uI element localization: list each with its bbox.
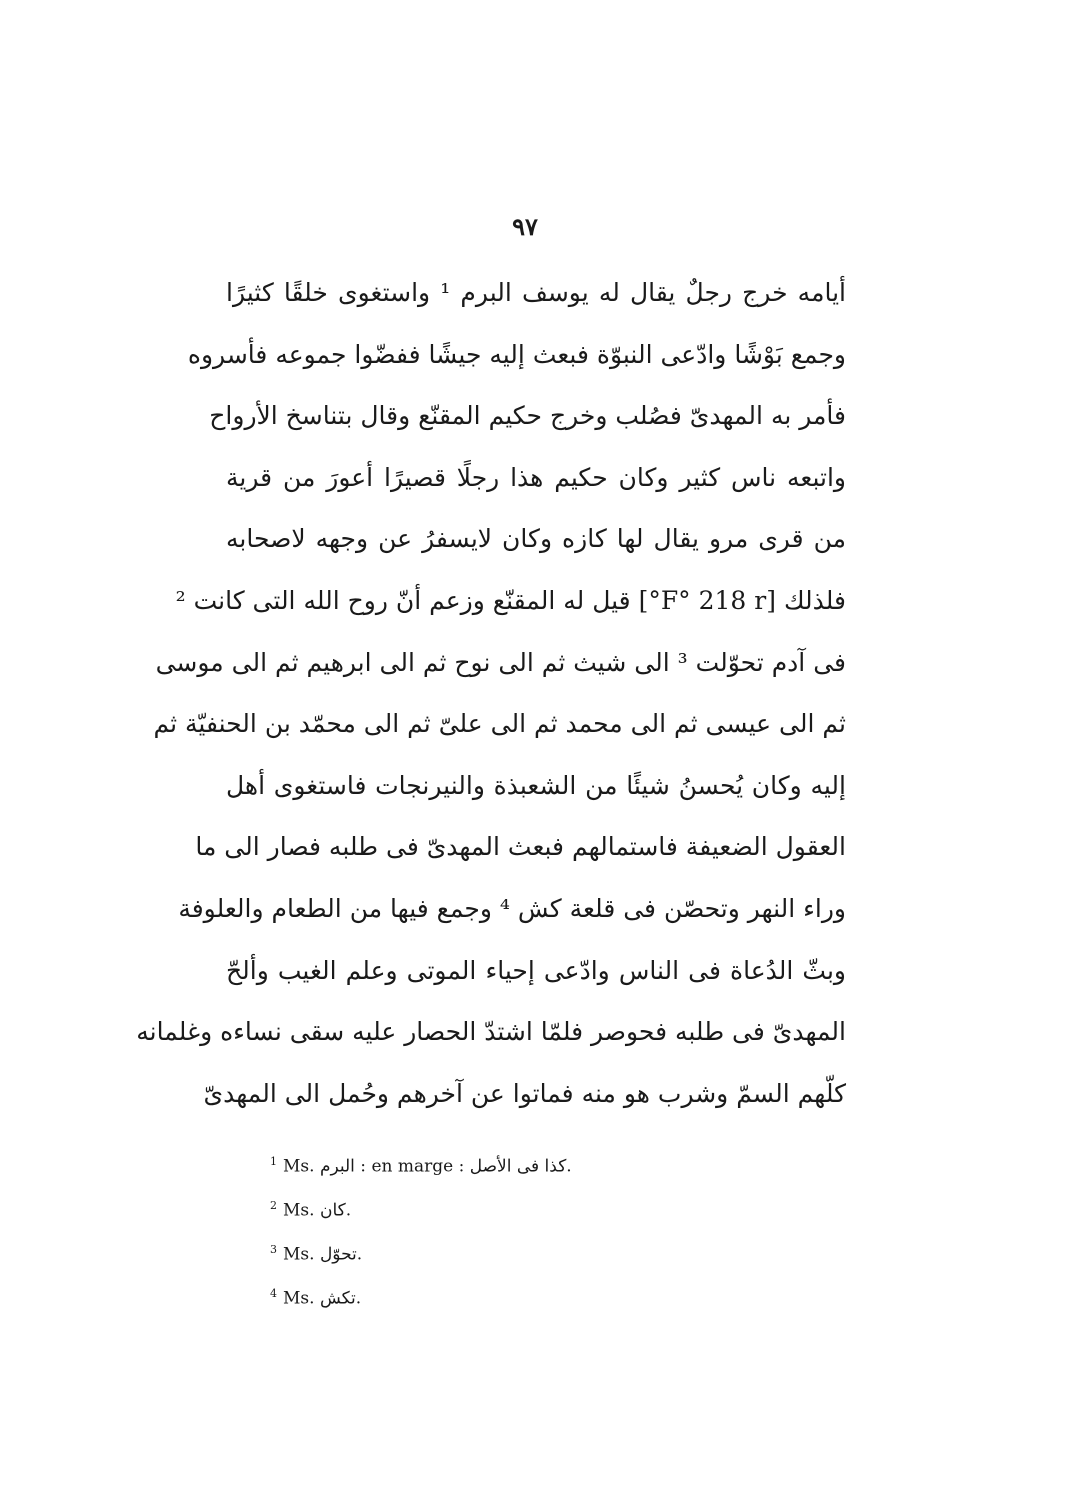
text-line-5: من قرى مرو يقال لها كازه وكان لايسفرُ عن وجهه لاصحابه <box>226 524 846 554</box>
footnote-text: Ms. تكش. <box>283 1288 362 1309</box>
text-line-3: فأمر به المهدىّ فصُلب وخرج حكيم المقنّع وقال بتناسخ الأرواح <box>209 401 846 431</box>
text-line-14: كلّهم السمّ وشرب هو منه فماتوا عن آخرهم وحُمل الى المهدىّ <box>203 1078 846 1108</box>
footnote-1 <box>270 1140 670 1184</box>
footnote-number: 3 <box>270 1243 277 1256</box>
text-line-10: العقول الضعيفة فاستمالهم فبعث المهدىّ فى طلبه فصار الى ما <box>195 832 846 862</box>
text-line-8: ثم الى عيسى ثم الى محمد ثم الى علىّ ثم الى محمّد بن الحنفيّة ثم <box>153 709 846 739</box>
footnote-3 <box>270 1228 670 1272</box>
text-line-2: وجمع بَوْشًا وادّعى النبوّة فبعث إليه جيشًا ففضّوا جموعه فأسروه <box>187 339 846 369</box>
text-line-1: أيامه خرج رجلٌ يقال له يوسف البرم ¹ واستغوى خلقًا كثيرًا <box>226 278 846 307</box>
main-text <box>136 262 846 1124</box>
footnotes <box>270 1140 670 1316</box>
footnote-number: 2 <box>270 1199 277 1212</box>
text-line-11: وراء النهر وتحصّن فى قلعة كش ⁴ وجمع فيها من الطعام والعلوفة <box>178 893 846 923</box>
page-number: ٩٧ <box>512 212 538 241</box>
footnote-text: Ms. تحوّل. <box>283 1244 363 1265</box>
text-line-13: المهدىّ فى طلبه فحوصر فلمّا اشتدّ الحصار عليه سقى نساءه وغلمانه <box>136 1017 846 1047</box>
footnote-number: 4 <box>270 1287 277 1300</box>
text-line-4: واتبعه ناس كثير وكان حكيم هذا رجلًا قصيرًا أعورَ من قرية <box>226 462 846 492</box>
footnote-text: Ms. البرم : en marge : كذا فى الأصل. <box>283 1156 572 1177</box>
footnote-text: Ms. كان. <box>283 1200 352 1221</box>
footnote-number: 1 <box>270 1155 277 1168</box>
text-line-6: فلذلك [F° 218 r°] قيل له المقنّع وزعم أنّ روح الله التى كانت ² <box>175 585 846 615</box>
text-line-12: وبثّ الدُعاة فى الناس وادّعى إحياء الموتى وعلم الغيب وألحّ <box>226 955 846 985</box>
footnote-2 <box>270 1184 670 1228</box>
text-line-9: إليه وكان يُحسنُ شيئًا من الشعبذة والنيرنجات فاستغوى أهل <box>226 770 846 800</box>
text-line-7: فى آدم تحوّلت ³ الى شيث ثم الى نوح ثم الى ابرهيم ثم الى موسى <box>155 647 846 677</box>
footnote-4 <box>270 1272 670 1316</box>
